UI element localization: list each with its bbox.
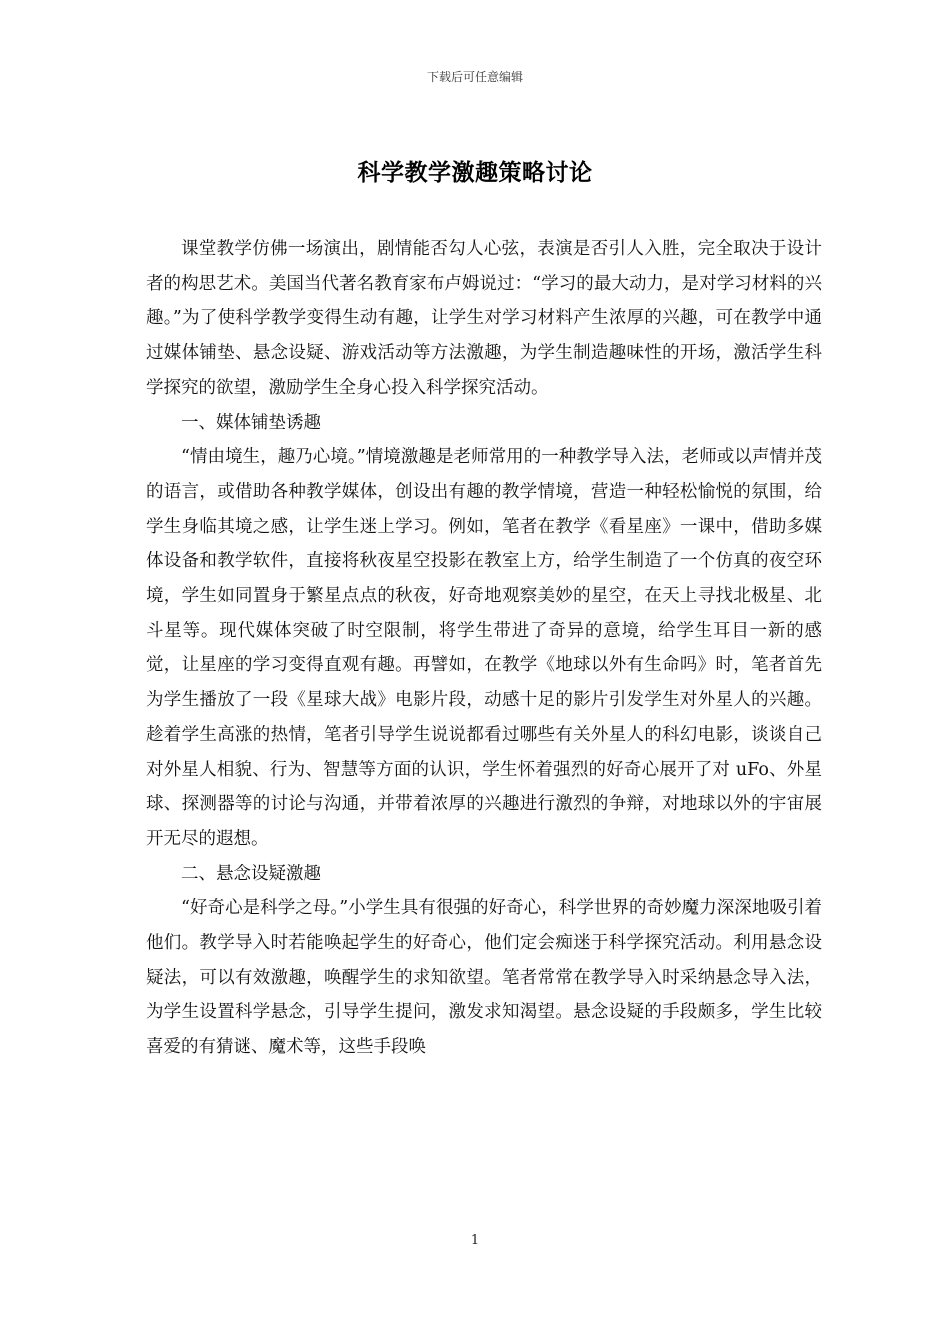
media-paragraph: “情由境生，趣乃心境。”情境激趣是老师常用的一种教学导入法，老师或以声情并茂的语言，或借助各种教学媒体，创设出有趣的教学情境，营造一种轻松愉悦的氛围，给学生身临其境之感，让学生迷上学习。例如，笔者在教学《看星座》一课中，借助多媒体设备和教学软件，直接将秋夜星空投影在教室上方，给学生制造了一个仿真的夜空环境，学生如同置身于繁星点点的秋夜，好奇地观察美妙的星空，在天上寻找北极星、北斗星等。现代媒体突破了时空限制，将学生带进了奇异的意境，给学生耳目一新的感觉，让星座的学习变得直观有趣。再譬如，在教学《地球以外有生命吗》时，笔者首先为学生播放了一段《星球大战》电影片段，动感十足的影片引发学生对外星人的兴趣。趁着学生高涨的热情，笔者引导学生说说都看过哪些有关外星人的科幻电影，谈谈自己对外星人相貌、行为、智慧等方面的认识，学生怀着强烈的好奇心展开了对 uFo、外星球、探测器等的讨论与沟通，并带着浓厚的兴趣进行激烈的争辩，对地球以外的宇宙展开无尽的遐想。 [146, 447, 822, 849]
document-title: 科学教学激趣策略讨论 [357, 159, 593, 186]
suspense-paragraph: “好奇心是科学之母。”小学生具有很强的好奇心，科学世界的奇妙魔力深深地吸引着他们。教学导入时若能唤起学生的好奇心，他们定会痴迷于科学探究活动。利用悬念设疑法，可以有效激趣，唤醒学生的求知欲望。笔者常常在教学导入时采纳悬念导入法，为学生设置科学悬念，引导学生提问，激发求知渴望。悬念设疑的手段颇多，学生比较喜爱的有猜谜、魔术等，这些手段唤 [146, 898, 822, 1058]
section-heading-suspense: 二、悬念设疑激趣 [181, 863, 321, 884]
page-number: 1 [470, 1233, 480, 1248]
document-body [146, 232, 822, 1065]
section-heading-media: 一、媒体铺垫诱趣 [181, 412, 321, 433]
intro-paragraph: 课堂教学仿佛一场演出，剧情能否勾人心弦，表演是否引人入胜，完全取决于设计者的构思艺术。美国当代著名教育家布卢姆说过：“学习的最大动力，是对学习材料的兴趣。”为了使科学教学变得生动有趣，让学生对学习材料产生浓厚的兴趣，可在教学中通过媒体铺垫、悬念设疑、游戏活动等方法激趣，为学生制造趣味性的开场，激活学生科学探究的欲望，激励学生全身心投入科学探究活动。 [146, 239, 822, 398]
header-note: 下载后可任意编辑 [426, 70, 523, 84]
